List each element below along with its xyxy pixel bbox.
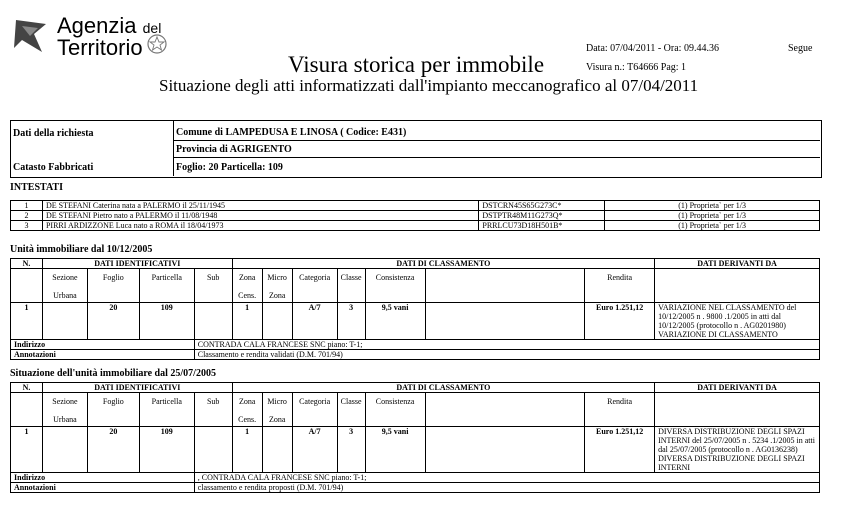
- derivanti-value: DIVERSA DISTRIBUZIONE DEGLI SPAZI INTERNI del 25/07/2005 n . 5234 .1/2005 in atti dal 25/07/2005 (protocollo n . AG0136238) DIVERSA DISTRIBUZIONE DEGLI SPAZI INTERNI: [655, 427, 820, 473]
- row-number: 1: [11, 201, 43, 211]
- col-micro: Micro Zona: [262, 393, 292, 427]
- consistenza-value: 9,5 vani: [365, 427, 425, 473]
- provincia-text: Provincia di AGRIGENTO: [176, 144, 292, 155]
- indirizzo-row: [11, 473, 820, 483]
- col-sub: Sub: [194, 269, 232, 303]
- derivanti-value: VARIAZIONE NEL CLASSAMENTO del 10/12/2005 n . 9800 .1/2005 in atti dal 10/12/2005 (protocollo n . AG0201980) VARIAZIONE DI CLASSAMENTO: [655, 303, 820, 340]
- intestati-table: [10, 200, 820, 231]
- table-row: [11, 201, 820, 211]
- empty-cell: [42, 303, 87, 340]
- indirizzo-row: [11, 340, 820, 350]
- empty-cell: [194, 303, 232, 340]
- table-row: [11, 427, 820, 473]
- empty-cell: [42, 427, 87, 473]
- col-dati-identificativi: DATI IDENTIFICATIVI: [42, 383, 232, 393]
- unit-table: [10, 258, 820, 360]
- visura-number: Visura n.: T64666 Pag: 1: [586, 62, 687, 73]
- annotazioni-row: [11, 350, 820, 360]
- col-consistenza: Consistenza: [365, 393, 425, 427]
- empty-cell: [655, 269, 820, 303]
- consistenza-value: 9,5 vani: [365, 303, 425, 340]
- page-title: Visura storica per immobile: [288, 52, 545, 77]
- col-micro: Micro Zona: [262, 269, 292, 303]
- indirizzo-value: CONTRADA CALA FRANCESE SNC piano: T-1;: [194, 340, 819, 350]
- col-foglio: Foglio: [87, 393, 139, 427]
- rendita-value: Euro 1.251,12: [585, 303, 655, 340]
- col-dati-derivanti: DATI DERIVANTI DA: [655, 259, 820, 269]
- col-rendita: Rendita: [585, 393, 655, 427]
- table-subheader: [11, 269, 820, 303]
- table-row: [11, 221, 820, 231]
- owner-name: PIRRI ARDIZZONE Luca nato a ROMA il 18/04/1973: [42, 221, 478, 231]
- intestati-heading: INTESTATI: [10, 182, 63, 193]
- classe-value: 3: [337, 303, 365, 340]
- owner-name: DE STEFANI Caterina nata a PALERMO il 25/11/1945: [42, 201, 478, 211]
- divider: [173, 157, 820, 158]
- empty-cell: [262, 303, 292, 340]
- categoria-value: A/7: [292, 427, 337, 473]
- table-header: [11, 259, 820, 269]
- foglio-text: Foglio: 20 Particella: 109: [176, 162, 283, 173]
- page-subtitle: Situazione degli atti informatizzati dall'impianto meccanografico al 07/04/2011: [159, 76, 699, 95]
- zona-value: 1: [232, 427, 262, 473]
- empty-cell: [655, 393, 820, 427]
- agency-logo-icon: [12, 18, 48, 54]
- dati-richiesta-label: Dati della richiesta: [13, 128, 94, 139]
- indirizzo-label: Indirizzo: [11, 340, 195, 350]
- ownership-share: (1) Proprieta` per 1/3: [605, 201, 820, 211]
- foglio-value: 20: [87, 427, 139, 473]
- segue-label: Segue: [788, 43, 813, 54]
- agency-name: Agenzia del: [57, 13, 162, 38]
- catasto-label: Catasto Fabbricati: [13, 162, 94, 173]
- col-dati-classamento: DATI DI CLASSAMENTO: [232, 383, 654, 393]
- indirizzo-value: , CONTRADA CALA FRANCESE SNC piano: T-1;: [194, 473, 819, 483]
- annotazioni-row: [11, 483, 820, 493]
- col-sezione: Sezione Urbana: [42, 269, 87, 303]
- empty-cell: [425, 269, 585, 303]
- col-sub: Sub: [194, 393, 232, 427]
- col-rendita: Rendita: [585, 269, 655, 303]
- col-dati-classamento: DATI DI CLASSAMENTO: [232, 259, 654, 269]
- row-number: 1: [11, 303, 43, 340]
- table-row: [11, 303, 820, 340]
- ownership-share: (1) Proprieta` per 1/3: [605, 211, 820, 221]
- divider: [173, 140, 820, 141]
- comune-text: Comune di LAMPEDUSA E LINOSA ( Codice: E431): [176, 127, 407, 138]
- empty-cell: [425, 303, 585, 340]
- col-zona: Zona Cens.: [232, 393, 262, 427]
- empty-cell: [11, 393, 43, 427]
- col-classe: Classe: [337, 393, 365, 427]
- col-n: N.: [11, 259, 43, 269]
- rendita-value: Euro 1.251,12: [585, 427, 655, 473]
- zona-value: 1: [232, 303, 262, 340]
- section-heading: Unità immobiliare dal 10/12/2005: [10, 244, 153, 255]
- annotazioni-label: Annotazioni: [11, 483, 195, 493]
- owner-name: DE STEFANI Pietro nato a PALERMO il 11/08/1948: [42, 211, 478, 221]
- classe-value: 3: [337, 427, 365, 473]
- col-classe: Classe: [337, 269, 365, 303]
- col-dati-identificativi: DATI IDENTIFICATIVI: [42, 259, 232, 269]
- section-heading: Situazione dell'unità immobiliare dal 25/07/2005: [10, 368, 216, 379]
- empty-cell: [425, 393, 585, 427]
- annotazioni-value: Classamento e rendita validati (D.M. 701/94): [194, 350, 819, 360]
- empty-cell: [425, 427, 585, 473]
- col-sezione: Sezione Urbana: [42, 393, 87, 427]
- col-categoria: Categoria: [292, 393, 337, 427]
- empty-cell: [11, 269, 43, 303]
- particella-value: 109: [139, 303, 194, 340]
- unit-table: [10, 382, 820, 493]
- col-consistenza: Consistenza: [365, 269, 425, 303]
- date-time: Data: 07/04/2011 - Ora: 09.44.36: [586, 43, 719, 54]
- table-row: [11, 211, 820, 221]
- annotazioni-label: Annotazioni: [11, 350, 195, 360]
- col-zona: Zona Cens.: [232, 269, 262, 303]
- col-particella: Particella: [139, 269, 194, 303]
- col-foglio: Foglio: [87, 269, 139, 303]
- col-categoria: Categoria: [292, 269, 337, 303]
- empty-cell: [262, 427, 292, 473]
- col-n: N.: [11, 383, 43, 393]
- col-dati-derivanti: DATI DERIVANTI DA: [655, 383, 820, 393]
- tax-code: DSTPTR48M11G273Q*: [479, 211, 605, 221]
- row-number: 2: [11, 211, 43, 221]
- table-subheader: [11, 393, 820, 427]
- tax-code: DSTCRN45S65G273C*: [479, 201, 605, 211]
- col-particella: Particella: [139, 393, 194, 427]
- row-number: 1: [11, 427, 43, 473]
- particella-value: 109: [139, 427, 194, 473]
- indirizzo-label: Indirizzo: [11, 473, 195, 483]
- annotazioni-value: classamento e rendita proposti (D.M. 701/94): [194, 483, 819, 493]
- table-header: [11, 383, 820, 393]
- agency-name-territorio: Territorio: [57, 35, 143, 60]
- ownership-share: (1) Proprieta` per 1/3: [605, 221, 820, 231]
- tax-code: PRRLCU73D18H501B*: [479, 221, 605, 231]
- foglio-value: 20: [87, 303, 139, 340]
- categoria-value: A/7: [292, 303, 337, 340]
- row-number: 3: [11, 221, 43, 231]
- empty-cell: [194, 427, 232, 473]
- republic-emblem-icon: [146, 32, 168, 56]
